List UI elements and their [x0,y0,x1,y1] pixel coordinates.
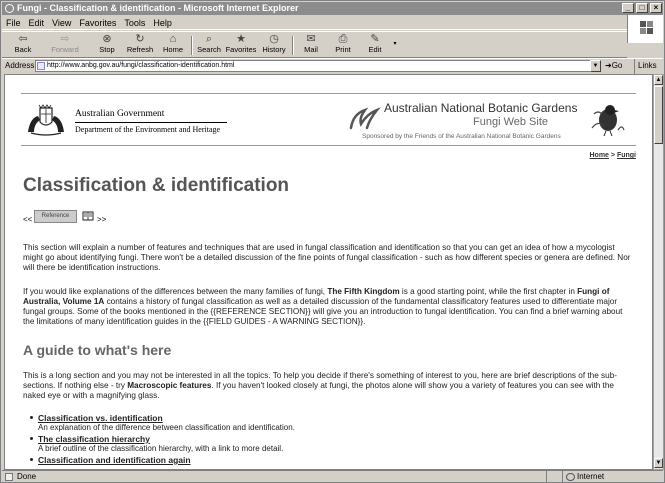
reference-button[interactable]: Reference [34,210,77,223]
fifth-kingdom-title: The Fifth Kingdom [327,287,400,296]
topic-description: An explanation of the difference between classification and identification. [38,423,295,432]
status-cell [546,471,560,483]
search-button[interactable]: ⌕ Search [197,33,221,54]
menu-bar [2,16,663,30]
back-arrow-icon: ⇦ [18,33,28,45]
address-input[interactable] [35,60,601,72]
menu-favorites[interactable]: Favorites [79,18,117,28]
search-icon: ⌕ [205,33,213,45]
stop-icon: ⊗ [102,33,112,45]
close-button[interactable]: × [650,3,662,13]
standard-toolbar [2,31,627,58]
breadcrumb-fungi-link[interactable]: Fungi [616,152,636,159]
refresh-icon: ↻ [135,33,145,45]
status-bar [2,470,663,483]
ie-logo-icon [5,4,14,13]
next-page-link[interactable]: >> [97,215,107,224]
forward-arrow-icon: ⇨ [60,33,70,45]
sources-paragraph: If you would like explanations of the differences between the many families of fungi, The Fifth Kingdom is a good starting point, while the first chapter in Fungi of Australia, Volume 1A contains a history of fungal classification as well as a detailed discussion of the fundamental classificatory features used to differentiate major fungal groups. Some of the books mentioned in the {{REFERENCE SECTION}} will give you an introduction to fungal identification. You can find a brief warning about the limitations of many identification guides in the {{FIELD GUIDES - A WARNING SECTION}}. [23,287,623,326]
site-header [21,93,636,146]
list-item [38,455,618,465]
edit-icon: ✎ [370,33,380,45]
edit-button[interactable]: ✎ Edit [368,33,382,54]
mail-icon: ✉ [306,33,316,45]
toolbar-separator [292,36,294,55]
vertical-scrollbar[interactable] [653,74,664,470]
government-name: Australian Government [75,109,165,119]
list-item [38,413,618,433]
mail-button[interactable]: ✉ Mail [304,33,318,54]
breadcrumb-home-link[interactable]: Home [589,152,609,159]
menu-view[interactable]: View [52,18,72,28]
maximize-button[interactable]: □ [636,3,648,13]
stop-button[interactable]: ⊗ Stop [99,33,115,54]
home-button[interactable]: ⌂ Home [162,33,183,54]
page-title: Classification & identification [23,175,290,196]
menu-file[interactable]: File [6,18,21,28]
refresh-button[interactable]: ↻ Refresh [126,33,154,54]
macroscopic-features-term: Macroscopic features [127,381,212,390]
window-title: Fungi - Classification & identification - Microsoft Internet Explorer [17,3,299,13]
windows-logo-icon [627,15,663,43]
book-icon[interactable] [82,211,94,221]
previous-page-link[interactable]: << [23,215,33,224]
guide-paragraph: This is a long section and you may not be interested in all the topics. To help you decide if there's something of interest to you, here are brief descriptions of the sub-sections. If nothing else - try Macroscopic features. If you haven't looked closely at fungi, the photos alone will show you a variety of features you can see with the naked eye or with a magnifying glass. [23,371,617,400]
topic-link[interactable]: Classification and identification again [38,455,191,465]
toolbar-separator [191,36,193,55]
security-zone: Internet [562,471,662,483]
forward-button[interactable]: ⇨ Forward [51,33,79,54]
address-bar [2,58,663,72]
print-button[interactable]: ⎙ Print [335,33,351,54]
page-viewport [4,74,653,470]
favorites-button[interactable]: ★ Favorites [225,33,257,54]
favorites-icon: ★ [236,33,246,45]
page-done-icon [5,473,13,481]
title-bar [2,2,663,15]
bullet-icon [30,458,33,461]
topic-link[interactable]: The classification hierarchy [38,434,150,444]
history-icon: ◷ [269,33,279,45]
topic-link[interactable]: Classification vs. identification [38,413,163,423]
address-dropdown-icon[interactable]: ▼ [590,60,601,72]
intro-paragraph: This section will explain a number of features and techniques that are used in fungal classification and identification so that you can get an idea of how a mycologist might go about identifying fungi. There won't be a detailed discussion of the fine points of fungal classification - such as how different species or genera are defined. Nor will there be identification instructions. [23,243,631,272]
back-button[interactable]: ⇦ Back [14,33,32,54]
list-item [38,434,618,454]
scroll-down-icon[interactable]: ▼ [655,460,662,466]
sponsor-line: Sponsored by the Friends of the Australian National Botanic Gardens [362,133,561,140]
edit-dropdown-icon[interactable]: ▾ [393,41,397,47]
status-text: Done [4,471,544,483]
anbg-leaf-logo-icon [347,104,381,132]
bullet-icon [30,416,33,419]
menu-tools[interactable]: Tools [124,18,146,28]
scroll-thumb[interactable] [654,86,663,144]
section-heading: A guide to what's here [23,342,172,358]
site-subtitle: Fungi Web Site [473,116,549,128]
bird-illustration-icon [588,100,626,138]
address-label: Address [5,61,35,70]
topic-description: A brief outline of the classification hierarchy, with a link to more detail. [38,444,284,453]
page-icon [37,62,45,70]
menu-edit[interactable]: Edit [28,18,45,28]
scroll-up-icon[interactable]: ▲ [655,77,662,83]
bullet-icon [30,437,33,440]
history-button[interactable]: ◷ History [262,33,286,54]
anbg-title: Australian National Botanic Gardens [384,101,578,115]
home-icon: ⌂ [169,33,177,45]
menu-help[interactable]: Help [153,18,172,28]
go-button[interactable]: ➜Go [605,61,623,70]
address-url: http://www.anbg.gov.au/fungi/classification-identification.html [47,62,235,69]
topic-list [38,413,618,466]
coat-of-arms-icon [25,102,67,136]
printer-icon: ⎙ [338,33,348,45]
divider [75,122,227,123]
department-name: Department of the Environment and Heritage [75,125,221,134]
globe-icon [566,473,575,481]
links-button[interactable]: Links [634,59,663,87]
breadcrumb: Home > Fungi [589,152,636,159]
minimize-button[interactable]: _ [622,3,634,13]
fungi-of-australia-title: Fungi of Australia, Volume 1A [23,287,610,306]
